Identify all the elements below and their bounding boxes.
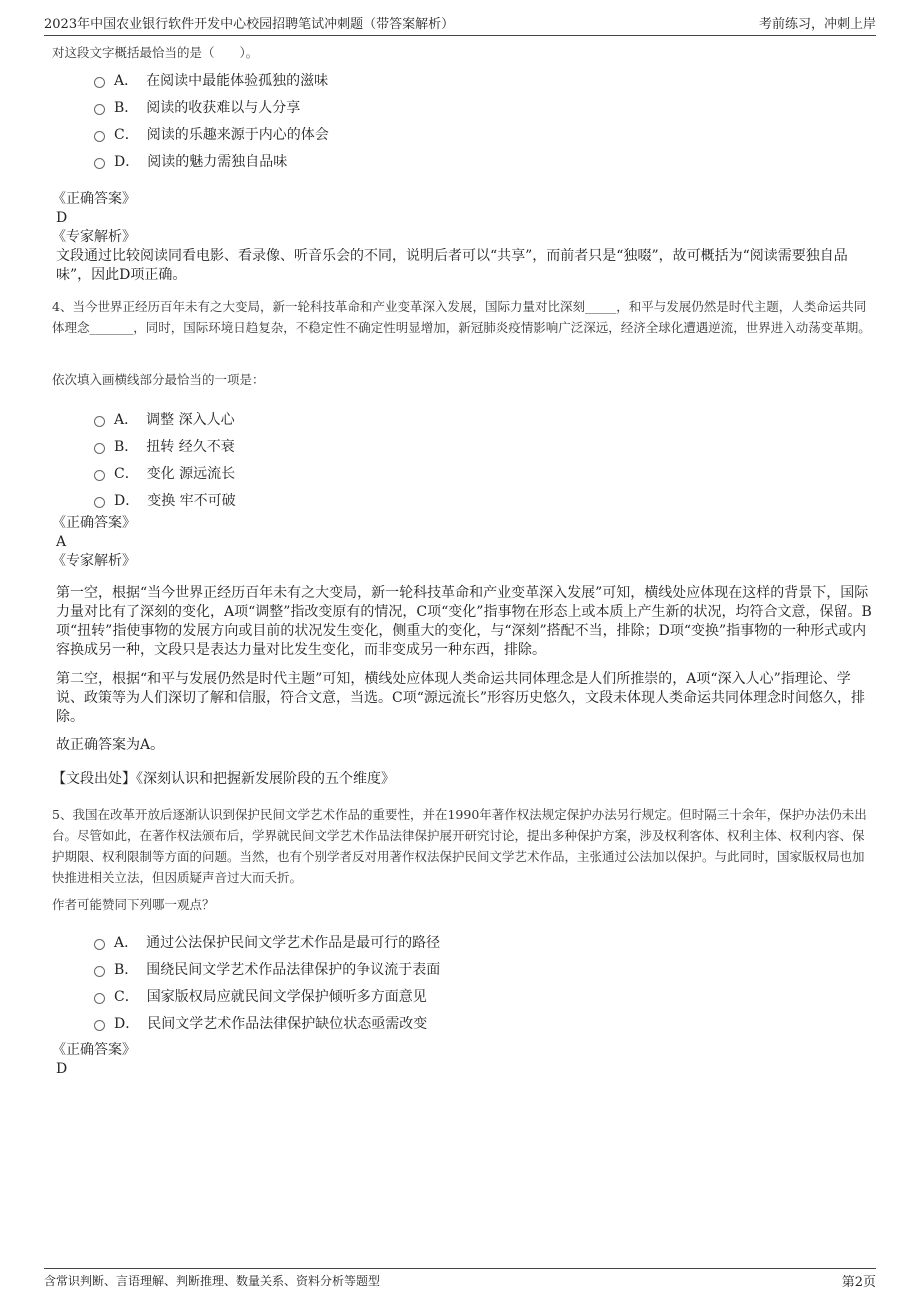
option-list [94, 66, 872, 174]
option-letter: D． [114, 153, 140, 170]
question-stem: 对这段文字概括最恰当的是（ ）。 [52, 45, 259, 60]
radio-icon[interactable] [94, 939, 105, 950]
option-letter: D． [114, 492, 140, 509]
option-b[interactable] [94, 955, 872, 982]
option-text: 通过公法保护民间文学艺术作品是最可行的路径 [146, 934, 441, 951]
answer-section-5 [52, 1040, 872, 1078]
analysis-conclusion: 故正确答案为A。 [56, 737, 165, 753]
option-text: 扭转 经久不衰 [146, 438, 235, 455]
option-letter: C． [114, 126, 139, 143]
option-a[interactable] [94, 928, 872, 955]
question-passage: 4、当今世界正经历百年未有之大变局，新一轮科技革命和产业变革深入发展，国际力量对比深刻_____，和平与发展仍然是时代主题，人类命运共同体理念_______，同时，国际环境日趋复杂，不稳定性不确定性明显增加，新冠肺炎疫情影响广泛深远，经济全球化遭遇逆流，世界进入动荡变革期。 [52, 299, 871, 335]
option-a[interactable] [94, 405, 872, 432]
option-d[interactable] [94, 1009, 872, 1036]
answer-section-4 [52, 513, 872, 571]
question-stem: 作者可能赞同下列哪一观点？ [52, 897, 215, 912]
option-letter: B． [114, 99, 139, 116]
answer-label: 《正确答案》 [52, 1042, 136, 1058]
question-stem: 依次填入画横线部分最恰当的一项是： [52, 372, 265, 387]
question-4 [52, 296, 872, 338]
footer-categories: 含常识判断、言语理解、判断推理、数量关系、资料分析等题型 [44, 1273, 381, 1288]
radio-icon[interactable] [94, 158, 105, 169]
page-footer [44, 1268, 876, 1291]
analysis-paragraph-2: 第二空，根据“和平与发展仍然是时代主题”可知，横线处应体现人类命运共同体理念是人们所推崇的，A项“深入人心”指理论、学说、政策等为人们深切了解和信服，符合文意，当选。C项“源远流长”形容历史悠久，文段未体现人类命运共同体理念时间悠久，排除。 [56, 671, 866, 725]
option-text: 阅读的收获难以与人分享 [146, 99, 301, 116]
answer-value: D [56, 1061, 68, 1077]
radio-icon[interactable] [94, 497, 105, 508]
option-d[interactable] [94, 486, 872, 513]
option-letter: B． [114, 438, 139, 455]
radio-icon[interactable] [94, 131, 105, 142]
option-text: 国家版权局应就民间文学保护倾听多方面意见 [146, 988, 427, 1005]
option-text: 变化 源远流长 [146, 465, 236, 482]
option-text: 调整 深入人心 [146, 411, 235, 428]
option-a[interactable] [94, 66, 872, 93]
option-letter: A． [114, 72, 139, 89]
radio-icon[interactable] [94, 966, 105, 977]
analysis-paragraph-1: 第一空，根据“当今世界正经历百年未有之大变局，新一轮科技革命和产业变革深入发展”可知，横线处应体现在这样的背景下，国际力量对比有了深刻的变化，A项“调整”指改变原有的情况，C项“变化”指事物在形态上或本质上产生新的状况，均符合文意，保留。B项“扭转”指使事物的发展方向或目前的状况发生变化，侧重大的变化，与“深刻”搭配不当，排除；D项“变换”指事物的一种形式或内容换成另一种，文段只是表达力量对比发生变化，而非变成另一种东西，排除。 [56, 585, 872, 658]
option-letter: D． [114, 1015, 140, 1032]
answer-value: D [56, 210, 68, 226]
passage-source: 【文段出处】《深刻认识和把握新发展阶段的五个维度》 [52, 771, 395, 787]
radio-icon[interactable] [94, 416, 105, 427]
option-c[interactable] [94, 459, 872, 486]
answer-value: A [56, 534, 67, 550]
question-4-stem-block [52, 371, 872, 513]
analysis-text: 文段通过比较阅读同看电影、看录像、听音乐会的不同，说明后者可以“共享”，而前者只是“独啜”，故可概括为“阅读需要独自品味”，因此D项正确。 [56, 248, 848, 283]
option-letter: A． [114, 411, 139, 428]
radio-icon[interactable] [94, 104, 105, 115]
answer-label: 《正确答案》 [52, 191, 136, 207]
option-d[interactable] [94, 147, 872, 174]
answer-label: 《正确答案》 [52, 515, 136, 531]
option-list [94, 405, 872, 513]
question-passage: 5、我国在改革开放后逐渐认识到保护民间文学艺术作品的重要性，并在1990年著作权法规定保护办法另行规定。但时隔三十余年，保护办法仍未出台。尽管如此，在著作权法颁布后，学界就民间文学艺术作品法律保护展开研究讨论，提出多种保护方案，涉及权利客体、权利主体、权利内容、保护期限、权利限制等方面的问题。当然，也有个别学者反对用著作权法保护民间文学艺术作品，主张通过公法加以保护。与此同时，国家版权局也加快推进相关立法，但因质疑声音过大而夭折。 [52, 807, 867, 885]
option-letter: B． [114, 961, 139, 978]
option-text: 围绕民间文学艺术作品法律保护的争议流于表面 [146, 961, 441, 978]
option-letter: C． [114, 988, 139, 1005]
page-header [44, 10, 876, 36]
question-3 [52, 44, 872, 174]
analysis-label: 《专家解析》 [52, 553, 136, 569]
radio-icon[interactable] [94, 77, 105, 88]
option-c[interactable] [94, 982, 872, 1009]
document-title: 2023年中国农业银行软件开发中心校园招聘笔试冲刺题（带答案解析） [44, 17, 455, 32]
option-text: 阅读的魅力需独自品味 [147, 153, 288, 170]
answer-section-3 [52, 189, 872, 285]
option-b[interactable] [94, 432, 872, 459]
radio-icon[interactable] [94, 1020, 105, 1031]
radio-icon[interactable] [94, 443, 105, 454]
option-b[interactable] [94, 93, 872, 120]
option-list [94, 928, 872, 1036]
option-text: 阅读的乐趣来源于内心的体会 [146, 126, 329, 143]
page-number: 第2页 [841, 1274, 876, 1290]
question-5-stem-block [52, 896, 872, 1036]
question-5 [52, 804, 872, 888]
header-slogan: 考前练习，冲刺上岸 [758, 17, 876, 32]
radio-icon[interactable] [94, 470, 105, 481]
option-letter: A． [114, 934, 139, 951]
option-letter: C． [114, 465, 139, 482]
option-text: 在阅读中最能体验孤独的滋味 [146, 72, 329, 89]
radio-icon[interactable] [94, 993, 105, 1004]
option-c[interactable] [94, 120, 872, 147]
option-text: 变换 牢不可破 [147, 492, 236, 509]
analysis-label: 《专家解析》 [52, 229, 136, 245]
option-text: 民间文学艺术作品法律保护缺位状态亟需改变 [147, 1015, 428, 1032]
